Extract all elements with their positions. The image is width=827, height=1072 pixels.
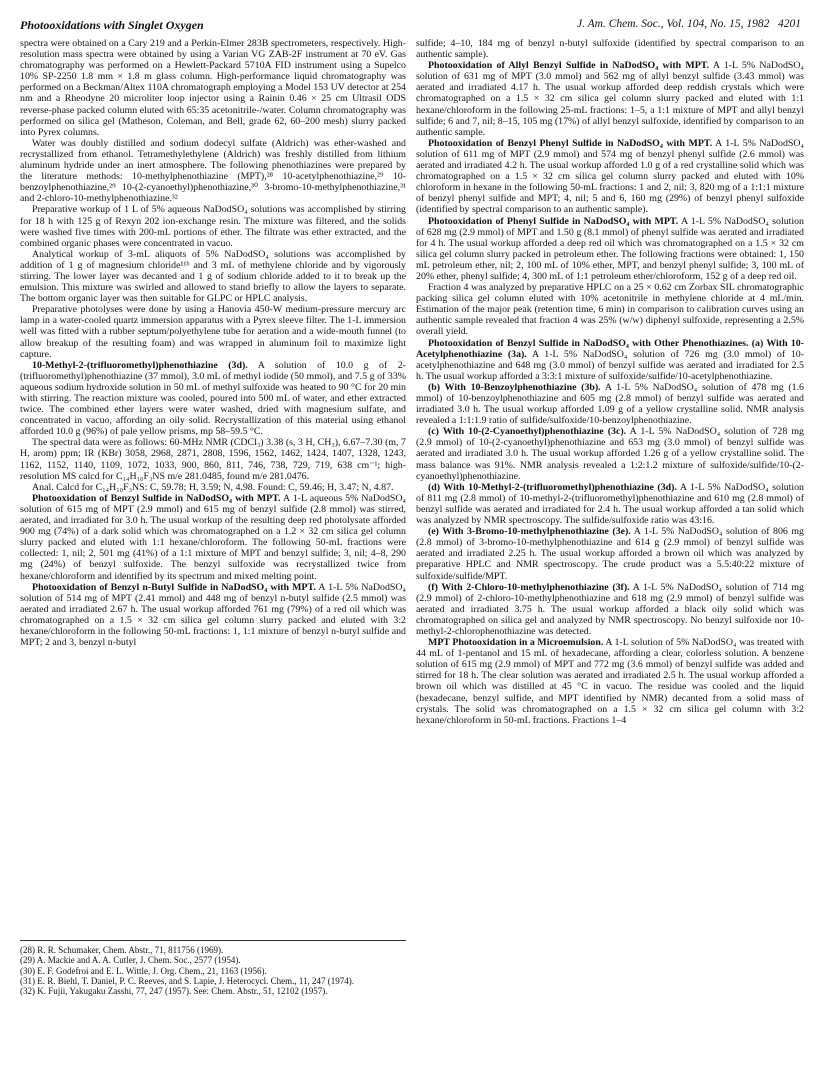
section-heading: (f) With 2-Chloro-10-methylphenothiazine (3f). bbox=[428, 581, 630, 593]
paragraph bbox=[20, 38, 406, 138]
paragraph-text: A 1-L 5% NaDodSO₄ solution of 628 mg (2.9 mmol) of MPT and 1.50 g (8.1 mmol) of phenyl sulfide was aerated and irradiated for 4 h. The usual workup afforded a deep red oil which was chromatographed on a 1.5 × 32 cm silica gel column slurry packed in petroleum ether. The following fractions were obtained: 1, 150 mL petroleum ether, nil; 2, 100 mL of 10% ether, MPT, and benzyl phenyl sulfide; 3, 100 mL of 20% ether, phenyl sulfide; 4, 300 mL of 1:1 petroleum ether/chloroform, 152 g of a deep red oil. bbox=[416, 215, 804, 282]
journal-header bbox=[577, 18, 801, 30]
paragraph bbox=[20, 304, 406, 359]
paragraph-text: A 1-L aqueous 5% NaDodSO₄ solution of 615 mg of MPT (2.9 mmol) and 615 mg of benzyl sulfide (2.8 mmol) was stirred, aerated, and irradiated for 3.0 h. The usual workup of the resulting deep red photolysate afforded 900 mg (74%) of a dark solid which was chromatographed on a 1.2 × 32 cm silica gel column slurry packed and eluted with 1:1 hexane/chloroform. The following 50-mL fractions were collected: 1, nil; 2, 501 mg (41%) of a 1:1 mixture of MPT and benzyl sulfide; 3, nil; 4–8, 290 mg (24%) of benzyl sulfoxide. The benzyl sulfoxide was recrystallized twice from hexane/chloroform and identified by its spectrum and mixed melting point. bbox=[20, 492, 406, 582]
paragraph-text: A 1-L 5% NaDodSO₄ solution of 726 mg (3.0 mmol) of 10-acetylphenothiazine and 648 mg (3.0 mmol) of benzyl sulfide was aerated and irradiated for 2.5 h. The usual workup afforded a 3:3:1 mixture of sulfoxide/sulfide/10-acetylphenothiazine. bbox=[416, 348, 804, 382]
paragraph-text: Anal. Calcd for C₁₄H₁₀F₃NS: C, 59.78; H, 3.59; N, 4.98. Found: C, 59.46; H, 3.47; N, 4.87. bbox=[32, 481, 394, 493]
left-column bbox=[20, 38, 406, 648]
paragraph bbox=[20, 138, 406, 205]
section-heading: Photooxidation of Allyl Benzyl Sulfide in NaDodSO₄ with MPT. bbox=[428, 60, 710, 72]
paragraph bbox=[416, 38, 804, 60]
paragraph-text: A 1-L 5% NaDodSO₄ solution of 611 mg of MPT (2.9 mmol) and 574 mg of benzyl phenyl sulfide (2.6 mmol) was aerated and irradiated 4.2 h. The usual workup afforded 1.0 g of a red crystalline solid which was chromatographed on a 1.5 × 32 cm silica gel column slurry packed and eluted with 10% chloroform in hexane in the following 50-mL fractions: 1 and 2, nil; 3, 820 mg of a 1:1:1 mixture of benzyl phenyl sulfide and MPT; 4, nil; 5 and 6, 160 mg (29%) of benzyl phenyl sulfoxide (identified by spectral comparison to an authentic sample). bbox=[416, 137, 804, 216]
paragraph-text: A 1-L 5% NaDodSO₄ solution of 514 mg of MPT (2.41 mmol) and 448 mg of benzyl n-butyl sulfide (2.5 mmol) was aerated and irradiated 2.67 h. The usual workup afforded 761 mg (79%) of a red oil which was chromatographed on a 1.5 × 32 cm silica gel column slurry packed and eluted with 3:2 hexane/chloroform in the following 50-mL fractions: 1, 1:1 mixture of benzyl n-butyl sulfide and MPT; 2 and 3, benzyl n-butyl bbox=[20, 581, 406, 649]
paragraph-text: A 1-L 5% NaDodSO₄ solution of 478 mg (1.6 mmol) of 10-benzoylphenothiazine and 605 mg (2.8 mmol) of benzyl sulfide was aerated and irradiated 3.0 h. The usual workup afforded 1.09 g of a yellow crystalline solid. NMR analysis revealed a 1:1:1.9 ratio of sulfide/sulfoxide/10-benzoylphenothiazine. bbox=[416, 381, 804, 427]
section-heading: Photooxidation of Benzyl Sulfide in NaDodSO₄ with Other Phenothiazines. (a) With 10-Acetylphenothiazine (3a). bbox=[416, 337, 804, 360]
reference-entry: (30) E. F. Godefroi and E. L. Wittle, J. Org. Chem., 21, 1163 (1956). bbox=[20, 965, 267, 976]
paragraph bbox=[416, 282, 804, 337]
paragraph bbox=[20, 360, 406, 438]
section-heading: Photooxidation of Benzyl n-Butyl Sulfide in NaDodSO₄ with MPT. bbox=[32, 581, 316, 593]
paragraph bbox=[416, 338, 804, 382]
page-header bbox=[20, 18, 801, 36]
right-column bbox=[416, 38, 804, 726]
paragraph-text: Fraction 4 was analyzed by preparative HPLC on a 25 × 0.62 cm Zorbax SIL chromatographic packing silica gel column eluted with 10% acetonitrile in methylene chloride at 4 mL/min. Estimation of the major peak (retention time, 6 min) in comparison to calibration curves using an authentic sample revealed that fraction 4 was 25% (w/w) diphenyl sulfoxide, representing a 2.5% overall yield. bbox=[416, 282, 804, 338]
paragraph bbox=[416, 526, 804, 581]
section-heading: Photooxidation of Phenyl Sulfide in NaDodSO₄ with MPT. bbox=[428, 215, 679, 227]
reference-entry: (29) A. Mackie and A. A. Cutler, J. Chem. Soc., 2577 (1954). bbox=[20, 955, 241, 966]
paragraph-text: Preparative photolyses were done by using a Hanovia 450-W medium-pressure mercury arc lamp in a water-cooled quartz immersion apparatus with a Pyrex sleeve filter. The 1-L immersion well was fitted with a rubber septum/polyethylene tube for aeration and a wide-mouth funnel (to allow breakup of the resulting foam) and was wrapped in aluminum foil to maximize light capture. bbox=[20, 304, 406, 360]
reference-entry: (31) E. R. Biehl, T. Daniel, P. C. Reeves, and S. Lapie, J. Heterocycl. Chem., 11, 247 (1974). bbox=[20, 975, 355, 986]
paragraph bbox=[20, 204, 406, 248]
paragraph-text: A 1-L 5% NaDodSO₄ solution of 714 mg (2.9 mmol) of 2-chloro-10-methylphenothiazine and 618 mg (2.9 mmol) of benzyl sulfide was aerated and irradiated 3.75 h. The usual workup afforded a black oily solid which was chromatographed on silica gel and analyzed by NMR spectroscopy. No benzyl sulfoxide nor 10-methyl-2-chlorophenothiazine was detected. bbox=[416, 581, 804, 637]
paragraph bbox=[20, 482, 406, 493]
references bbox=[20, 940, 406, 996]
paragraph-text: A solution of 10.0 g of 2-(trifluoromethyl)phenothiazine (37 mmol), 3.0 mL of methyl iodide (50 mmol), and 7.5 g of 33% aqueous sodium hydroxide solution in 50 mL of methyl sulfoxide was heated to 90 °C for 20 min with stirring. The reaction mixture was cooled, poured into 500 mL of water, and ether extracted twice. The combined ether layers were water washed, dried with magnesium sulfate, and concentrated in vacuo, affording an oily solid. Recrystallization of this material using ethanol afforded 10.0 g (96%) of pale yellow prisms, mp 58–59.5 °C. bbox=[20, 359, 406, 438]
section-heading: (d) With 10-Methyl-2-(trifluoromethyl)phenothiazine (3d). bbox=[428, 481, 677, 493]
paragraph-text: Preparative workup of 1 L of 5% aqueous NaDodSO₄ solutions was accomplished by stirring for 18 h with 125 g of Rexyn 202 ion-exchange resin. The mixture was filtered, and the solids were washed five times with 200-mL portions of ether. The filtrate was ether extracted, and the combined organic phases were concentrated in vacuo. bbox=[20, 204, 406, 249]
paragraph-text: A 1-L 5% NaDodSO₄ solution of 728 mg (2.9 mmol) of 10-(2-cyanoethyl)phenothiazine and 653 mg (3.0 mmol) of benzyl sulfide was aerated and irradiated 3.0 h. The usual workup afforded 1.26 g of a yellow crystalline solid. The mass balance was 91%. NMR analysis revealed a 1:2:1.2 mixture of sulfoxide/sulfide/10-(2-cyanoethyl)phenothiazine. bbox=[416, 426, 804, 482]
paragraph bbox=[416, 582, 804, 637]
section-heading: (e) With 3-Bromo-10-methylphenothiazine (3e). bbox=[428, 526, 631, 538]
section-heading: (c) With 10-(2-Cyanoethyl)phenothiazine (3c). bbox=[428, 426, 627, 438]
section-heading: Photooxidation of Benzyl Phenyl Sulfide in NaDodSO₄ with MPT. bbox=[428, 137, 713, 149]
paragraph bbox=[416, 426, 804, 481]
section-heading: Photooxidation of Benzyl Sulfide in NaDodSO₄ with MPT. bbox=[32, 492, 281, 504]
reference-entry: (28) R. R. Schumaker, Chem. Abstr., 71, 811756 (1969). bbox=[20, 945, 224, 955]
page-number: 4201 bbox=[778, 18, 801, 30]
section-heading: (b) With 10-Benzoylphenothiazine (3b). bbox=[428, 381, 601, 393]
paragraph-text: A 1-L 5% NaDodSO₄ solution of 806 mg (2.8 mmol) of 3-bromo-10-methylphenothiazine and 614 g (2.9 mmol) of benzyl sulfide was aerated and irradiated 2.25 h. The usual workup afforded a brown oil which was analyzed by preparative HPLC and NMR spectroscopy. The crude product was a 5.5:40:22 mixture of sulfoxide/sulfide/MPT. bbox=[416, 526, 804, 582]
paragraph bbox=[20, 582, 406, 649]
paragraph bbox=[416, 482, 804, 526]
reference-entry: (32) K. Fujii, Yakugaku Zasshi, 77, 247 (1957). See: Chem. Abstr., 51, 12102 (1957). bbox=[20, 986, 328, 997]
paragraph bbox=[416, 216, 804, 283]
paragraph-text: Analytical workup of 3-mL aliquots of 5% NaDodSO₄ solutions was accomplished by addition of 1 g of magnesium chloride¹¹ᵇ and 3 mL of methylene chloride and by vigorously stirring. The lower layer was decanted and 1 g of sodium chloride added to it to break up the emulsion. This mixture was swirled and allowed to stand briefly to allow the layers to separate. The bottom organic layer was then suitable for GLPC or HPLC analysis. bbox=[20, 248, 406, 305]
paragraph bbox=[416, 382, 804, 426]
paragraph bbox=[20, 249, 406, 304]
running-title: Photooxidations with Singlet Oxygen bbox=[20, 18, 204, 32]
paragraph bbox=[20, 493, 406, 582]
journal-citation: J. Am. Chem. Soc., Vol. 104, No. 15, 1982 bbox=[576, 18, 770, 30]
paragraph-text: A 1-L 5% NaDodSO₄ solution of 631 mg of MPT (3.0 mmol) and 562 mg of allyl benzyl sulfide (3.43 mmol) was aerated and irradiated 4.17 h. The usual workup afforded deep reddish crystals which were chromatographed on a 1.5 × 32 cm silica gel column slurry packed and eluted with 1:1 hexane/chloroform in the following 25-mL fractions: 1–5, a 1:1 mixture of MPT and allyl benzyl sulfide; 6 and 7, nil; 8–15, 105 mg (17%) of allyl benzyl sulfoxide, identified by comparison to an authentic sample. bbox=[416, 60, 804, 138]
paragraph-text: The spectral data were as follows: 60-MHz NMR (CDCl₃) 3.38 (s, 3 H, CH₃), 6.67–7.30 (m, 7 H, arom) ppm; IR (KBr) 3058, 2968, 2871, 2808, 1596, 1562, 1462, 1424, 1407, 1328, 1243, 1162, 1152, 1140, 1109, 1072, 1033, 900, 860, 811, 746, 738, 729, 719, 638 cm⁻¹; high-resolution MS calcd for C₁₄H₁₀F₃NS m/e 281.0485, found m/e 281.0476. bbox=[20, 437, 406, 482]
paragraph bbox=[20, 437, 406, 481]
paragraph bbox=[416, 138, 804, 216]
section-heading: 10-Methyl-2-(trifluoromethyl)phenothiazine (3d). bbox=[32, 359, 248, 371]
paragraph-text: sulfide; 4–10, 184 mg of benzyl n-butyl sulfoxide (identified by spectral comparison to an authentic sample). bbox=[416, 38, 804, 61]
paragraph bbox=[416, 637, 804, 726]
paragraph-text: spectra were obtained on a Cary 219 and a Perkin-Elmer 283B spectrometers, respectively. High-resolution mass spectra were obtained by using a Varian VG ZAB-2F instrument at 70 eV. Gas chromatography was performed on a Hewlett-Packard 5710A FID instrument using a Supelco 10% SP-2250 1.8 mm × 1.8 m glass column. High-performance liquid chromatography was performed on a Beckman/Altex 110A chromatograph employing a Model 153 UV detector at 254 nm and a Rheodyne 20 microliter loop injector using a Rainin 0.46 × 25 cm Ultrasil ODS reverse-phase packed column eluted with 65:35 acetonitrile-/water. Column chromatography was performed on silica gel (Matheson, Coleman, and Bell, grade 62, 60–200 mesh) slurry packed into Pyrex columns. bbox=[20, 38, 406, 138]
paragraph-text: A 1-L solution of 5% NaDodSO₄ was treated with 44 mL of 1-pentanol and 15 mL of hexadecane, affording a clear, colorless solution. A benzene solution of 615 mg (2.9 mmol) of MPT and 772 mg (3.6 mmol) of benzyl sulfide was added and stirred for 18 h. The clear solution was aerated and irradiated 2.5 h. The usual workup afforded a brown oil which was distilled at 45 °C in vacuo. The residue was cooled and the liquid (hexadecane, benzyl sulfide, and MPT identified by NMR) decanted from a solid mass of crystals. The solid was chromatographed on a 1.5 × 32 cm silica gel column with 3:2 hexane/chloroform in 50-mL fractions. Fractions 1–4 bbox=[416, 637, 804, 726]
paragraph bbox=[416, 60, 804, 138]
section-heading: MPT Photooxidation in a Microemulsion. bbox=[428, 637, 604, 649]
paragraph-text: Water was doubly distilled and sodium dodecyl sulfate (Aldrich) was ether-washed and recrystallized from ethanol. Tetramethylethylene (Aldrich) was freshly distilled from lithium aluminum hydride under an inert atmosphere. The following phenothiazines were prepared by the literature methods: 10-methylphenothiazine (MPT),²⁸ 10-acetylphenothiazine,²⁹ 10-benzoylphenothiazine,²⁹ 10-(2-cyanoethyl)phenothiazine,³⁰ 3-bromo-10-methylphenothiazine,³¹ and 2-chloro-10-methylphenothiazine.³² bbox=[20, 137, 406, 205]
paragraph-text: A 1-L 5% NaDodSO₄ solution of 811 mg (2.8 mmol) of 10-methyl-2-(trifluoromethyl)phenothiazine and 610 mg (2.8 mmol) of benzyl sulfide was aerated and irradiated for 2.4 h. The usual workup afforded a tan solid which was analyzed by NMR spectroscopy. The sulfide/sulfoxide ratio was 43:16. bbox=[416, 481, 804, 527]
